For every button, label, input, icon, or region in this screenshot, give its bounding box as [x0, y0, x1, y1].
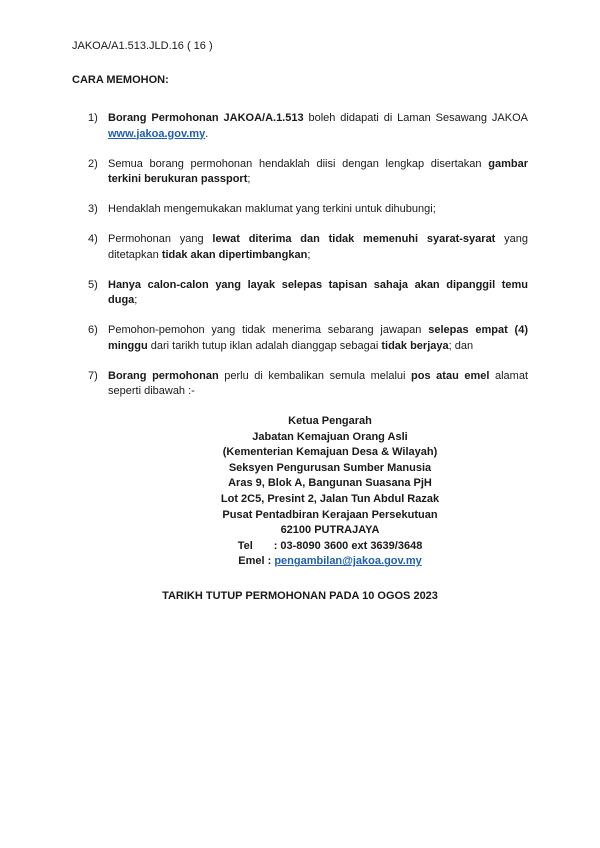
mailing-address — [140, 414, 520, 570]
address-line: Pusat Pentadbiran Kerajaan Persekutuan — [222, 508, 438, 521]
text-run: Semua borang permohonan hendaklah diisi dengan lengkap disertakan — [108, 157, 489, 170]
text-run: ; — [247, 173, 251, 185]
text-run: alamat seperti dibawah :- — [108, 369, 529, 397]
bold-text: tidak akan dipertimbangkan — [161, 248, 308, 261]
list-item-text — [108, 157, 528, 188]
list-item — [88, 323, 528, 354]
website-link[interactable]: www.jakoa.gov.my — [108, 127, 206, 140]
telephone-line — [140, 539, 520, 555]
address-line: (Kementerian Kemajuan Desa & Wilayah) — [222, 446, 438, 459]
bold-text: pos atau emel — [411, 369, 490, 382]
list-item — [88, 202, 528, 218]
text-run: perlu di kembalikan semula melalui — [218, 369, 412, 382]
text-run: ; dan — [448, 339, 474, 352]
list-item-text — [108, 278, 528, 309]
list-item-number: 1) — [88, 112, 98, 124]
bold-text: Borang Permohonan JAKOA/A.1.513 — [108, 112, 304, 124]
address-line: 62100 PUTRAJAYA — [280, 524, 380, 537]
bold-text: Borang permohonan — [108, 369, 219, 382]
list-item-number: 4) — [88, 233, 98, 245]
list-item-number: 3) — [88, 203, 98, 215]
list-item-number: 2) — [88, 157, 98, 170]
telephone-value: : 03-8090 3600 ext 3639/3648 — [273, 539, 423, 552]
bold-text: gambar terkini berukuran passport — [108, 157, 528, 185]
list-item-text — [108, 202, 528, 218]
email-label: Emel : — [238, 555, 272, 568]
address-line: Seksyen Pengurusan Sumber Manusia — [228, 461, 432, 474]
list-item — [88, 232, 528, 263]
list-item — [88, 111, 528, 142]
list-item-text — [108, 111, 528, 142]
list-item-number: 5) — [88, 278, 98, 291]
list-item — [88, 369, 528, 400]
text-run: ; — [307, 248, 311, 261]
address-line: Aras 9, Blok A, Bangunan Suasana PjH — [228, 477, 432, 490]
text-run: Permohonan yang — [108, 233, 213, 245]
list-item-number: 7) — [88, 369, 98, 382]
reference-number: JAKOA/A1.513.JLD.16 ( 16 ) — [72, 40, 213, 52]
text-run: Hendaklah mengemukakan maklumat yang terkini untuk dihubungi; — [108, 203, 436, 215]
list-item-number: 6) — [88, 324, 98, 336]
text-run: dari tarikh tutup iklan adalah dianggap sebagai — [147, 339, 382, 352]
bold-text: selepas empat (4) minggu — [108, 324, 528, 352]
section-heading: CARA MEMOHON: — [72, 74, 169, 86]
list-item-text — [108, 232, 528, 263]
bold-text: tidak berjaya — [381, 339, 449, 352]
telephone-label: Tel — [237, 539, 253, 552]
list-item — [88, 278, 528, 309]
list-item — [88, 157, 528, 188]
address-line: Jabatan Kemajuan Orang Asli — [252, 430, 408, 443]
closing-date-notice: TARIKH TUTUP PERMOHONAN PADA 10 OGOS 2023 — [162, 590, 438, 602]
list-item-text — [108, 369, 528, 400]
instruction-list — [88, 111, 528, 414]
text-run: ; — [134, 294, 138, 306]
text-run: yang ditetapkan — [108, 233, 528, 261]
email-link[interactable]: pengambilan@jakoa.gov.my — [274, 555, 422, 568]
text-run: boleh didapati di Laman Sesawang JAKOA — [303, 112, 528, 124]
list-item-text — [108, 323, 528, 354]
bold-text: Hanya calon-calon yang layak selepas tapisan sahaja akan dipanggil temu duga — [108, 278, 528, 306]
bold-text: lewat diterima dan tidak memenuhi syarat-syarat — [212, 233, 496, 245]
email-line — [140, 554, 520, 570]
address-line: Lot 2C5, Presint 2, Jalan Tun Abdul Razak — [220, 492, 440, 505]
text-run: . — [205, 127, 209, 140]
address-line: Ketua Pengarah — [288, 415, 372, 427]
text-run: Pemohon-pemohon yang tidak menerima sebarang jawapan — [108, 324, 429, 336]
